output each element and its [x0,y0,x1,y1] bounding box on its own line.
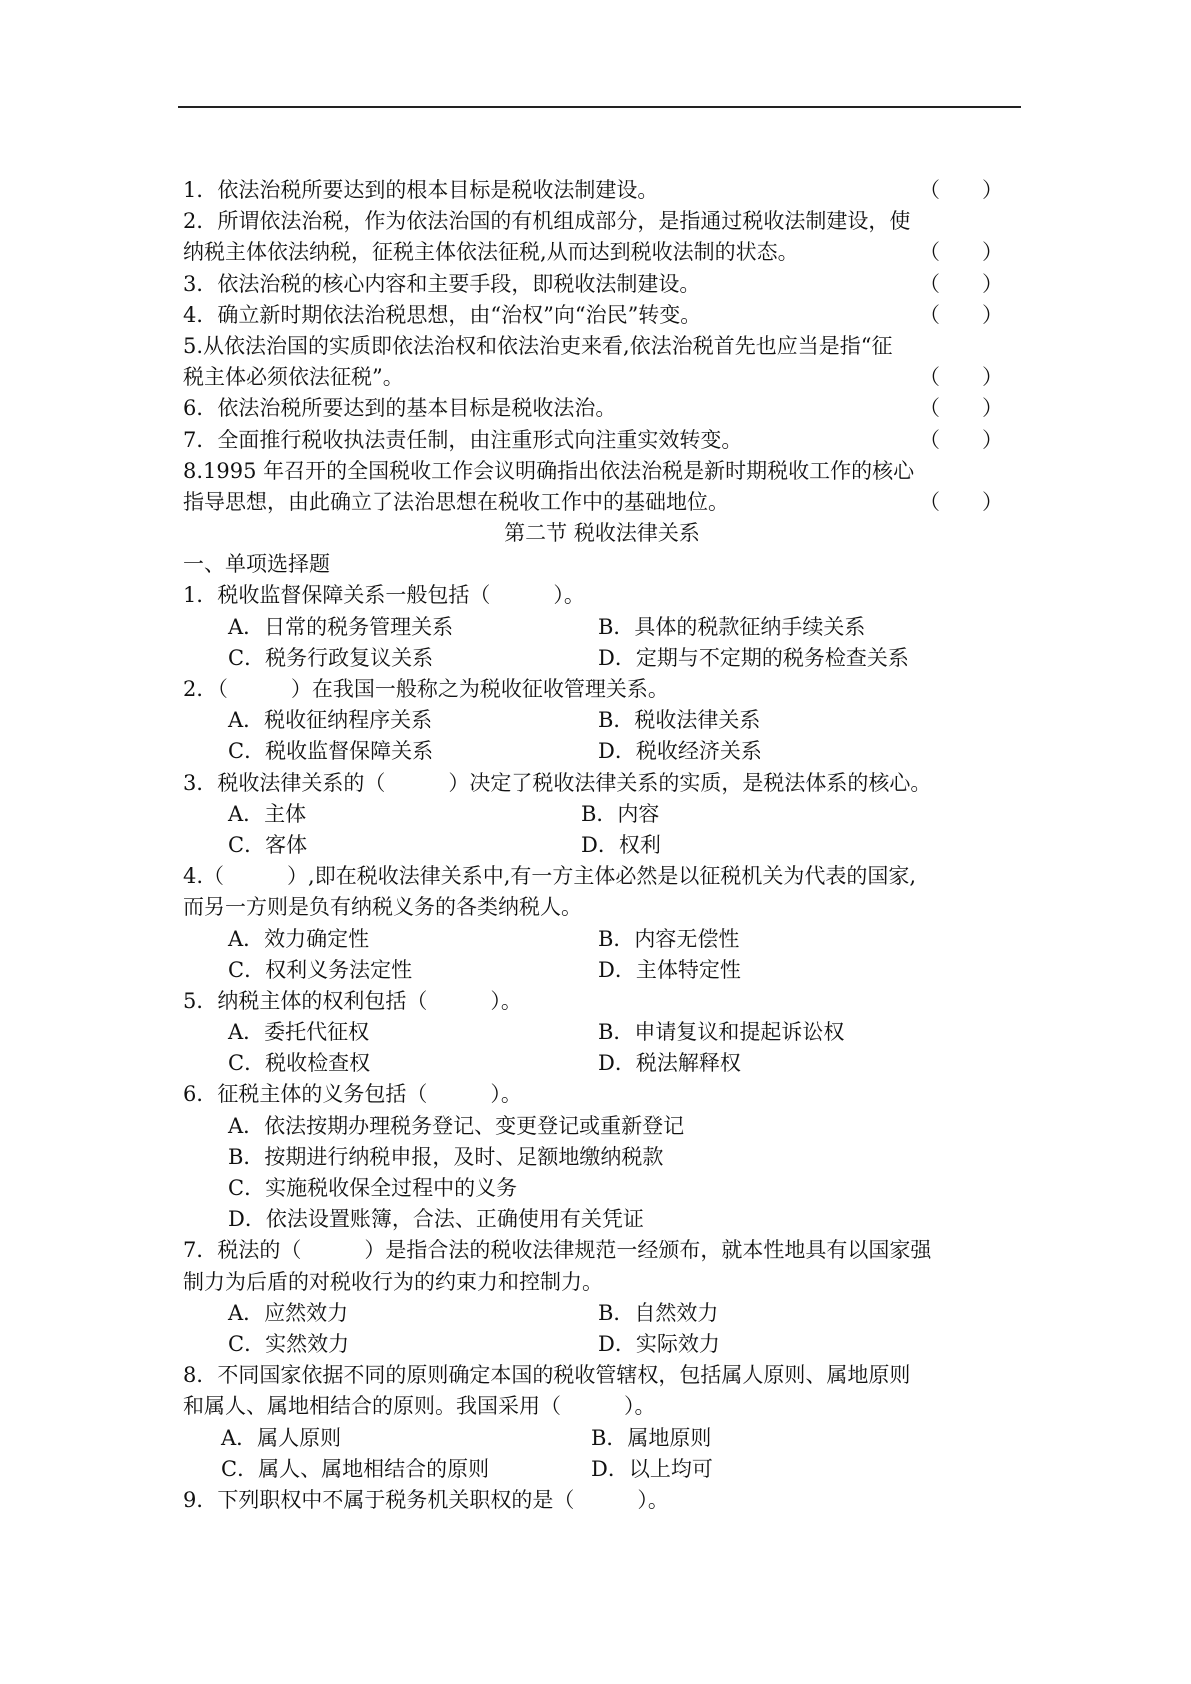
option-c: C．客体 [228,832,308,857]
answer-blank: （ ） [919,365,1003,390]
question-stem: 5．纳税主体的权利包括（ ）。 [183,988,522,1013]
option-row [183,1454,1021,1485]
option-d: D．权利 [581,832,661,857]
option-d: D．以上均可 [591,1456,713,1481]
judgement-item-2-cont [183,237,1021,268]
option-a: A．属人原则 [221,1425,342,1450]
option-d: D．税法解释权 [598,1051,741,1076]
option-row [183,1017,1021,1048]
option-b: B．内容 [581,801,660,826]
judgement-text: 8.1995 年召开的全国税收工作会议明确指出依法治税是新时期税收工作的核心 [183,458,915,483]
answer-blank: （ ） [919,271,1003,296]
subsection-title: 一、单项选择题 [183,552,330,577]
option-a: A．税收征纳程序关系 [228,708,433,733]
question-stem: 4.（ ）,即在税收法律关系中,有一方主体必然是以征税机关为代表的国家, [183,864,917,889]
option-d: D．税收经济关系 [598,739,762,764]
option-a: A．依法按期办理税务登记、变更登记或重新登记 [228,1113,685,1138]
judgement-text: 纳税主体依法纳税，征税主体依法征税,从而达到税收法制的状态。 [183,240,799,265]
judgement-text: 5.从依法治国的实质即依法治权和依法治吏来看,依法治税首先也应当是指“征 [183,333,893,358]
option-a: A．委托代征权 [228,1020,370,1045]
option-c: C．税收监督保障关系 [228,739,434,764]
option-c: C．实施税收保全过程中的义务 [228,1176,518,1200]
option-c: C．属人、属地相结合的原则 [221,1456,490,1481]
option-c: C．税收检查权 [228,1051,371,1076]
judgement-text: 1．依法治税所要达到的根本目标是税收法制建设。 [183,178,659,202]
judgement-text: 税主体必须依法征税”。 [183,365,404,390]
question-stem: 3．税收法律关系的（ ）决定了税收法律关系的实质，是税法体系的核心。 [183,770,932,795]
option-b: B．税收法律关系 [598,708,761,733]
question-stem: 9．下列职权中不属于税务机关职权的是（ ）。 [183,1487,669,1512]
option-row [183,924,1021,955]
question-stem: 6．征税主体的义务包括（ ）。 [183,1082,522,1107]
option-d: D．实际效力 [598,1331,720,1356]
option-a: A．效力确定性 [228,926,370,951]
document-body [183,175,1021,1516]
option-row [183,1298,1021,1329]
judgement-item-5 [183,331,1021,362]
option-d: D．主体特定性 [598,957,741,982]
question-stem: 8．不同国家依据不同的原则确定本国的税收管辖权，包括属人原则、属地原则 [183,1363,911,1388]
option-row [183,1111,1021,1142]
judgement-text: 6．依法治税所要达到的基本目标是税收法治。 [183,396,617,421]
answer-blank: （ ） [919,489,1003,514]
option-a: A．主体 [228,801,307,826]
option-row [183,1329,1021,1360]
option-b: B．具体的税款征纳手续关系 [598,614,866,639]
judgement-item-3 [183,269,1021,300]
option-a: A．日常的税务管理关系 [228,614,454,639]
answer-blank: （ ） [919,396,1003,421]
option-b: B．自然效力 [598,1300,719,1325]
option-b: B．属地原则 [591,1425,712,1450]
option-row [183,799,1021,830]
judgement-text: 2．所谓依法治税，作为依法治国的有机组成部分，是指通过税收法制建设，使 [183,209,911,234]
option-row [183,1048,1021,1079]
judgement-item-1 [183,175,1021,206]
judgement-item-6 [183,393,1021,424]
question-stem-cont: 制力为后盾的对税收行为的约束力和控制力。 [183,1269,603,1294]
option-b: B．申请复议和提起诉讼权 [598,1020,845,1045]
option-row [183,612,1021,643]
judgement-text: 3．依法治税的核心内容和主要手段，即税收法制建设。 [183,271,701,296]
judgement-text: 7．全面推行税收执法责任制，由注重形式向注重实效转变。 [183,427,743,452]
option-row [183,1142,1021,1173]
judgement-text: 指导思想，由此确立了法治思想在税收工作中的基础地位。 [183,489,729,514]
judgement-text: 4．确立新时期依法治税思想，由“治权”向“治民”转变。 [183,302,702,327]
option-row [183,1204,1021,1235]
option-row [183,1173,1021,1204]
answer-blank: （ ） [919,240,1003,265]
answer-blank: （ ） [919,427,1003,452]
judgement-item-5-cont [183,362,1021,393]
option-d: D．定期与不定期的税务检查关系 [598,645,909,670]
option-row [183,830,1021,861]
option-a: A．应然效力 [228,1300,349,1325]
option-row [183,643,1021,674]
option-row [183,955,1021,986]
option-c: C．权利义务法定性 [228,957,413,982]
judgement-item-4 [183,300,1021,331]
option-row [183,705,1021,736]
judgement-item-7 [183,425,1021,456]
option-c: C．实然效力 [228,1331,350,1356]
option-d: D．依法设置账簿，合法、正确使用有关凭证 [228,1207,644,1232]
judgement-item-8 [183,456,1021,487]
option-b: B．内容无偿性 [598,926,740,951]
section-title: 第二节 税收法律关系 [504,521,700,546]
option-row [183,736,1021,767]
option-b: B．按期进行纳税申报，及时、足额地缴纳税款 [228,1144,664,1169]
question-stem-cont: 而另一方则是负有纳税义务的各类纳税人。 [183,895,582,920]
judgement-item-8-cont [183,487,1021,518]
option-row [183,1423,1021,1454]
option-c: C．税务行政复议关系 [228,645,434,670]
judgement-item-2 [183,206,1021,237]
answer-blank: （ ） [919,302,1003,327]
question-stem: 7．税法的（ ）是指合法的税收法律规范一经颁布，就本性地具有以国家强 [183,1238,932,1263]
answer-blank: （ ） [919,178,1003,202]
question-stem-cont: 和属人、属地相结合的原则。我国采用（ ）。 [183,1394,656,1419]
header-rule [178,106,1021,108]
question-stem: 2．（ ）在我国一般称之为税收征收管理关系。 [183,677,669,701]
question-stem: 1．税收监督保障关系一般包括（ ）。 [183,583,585,608]
